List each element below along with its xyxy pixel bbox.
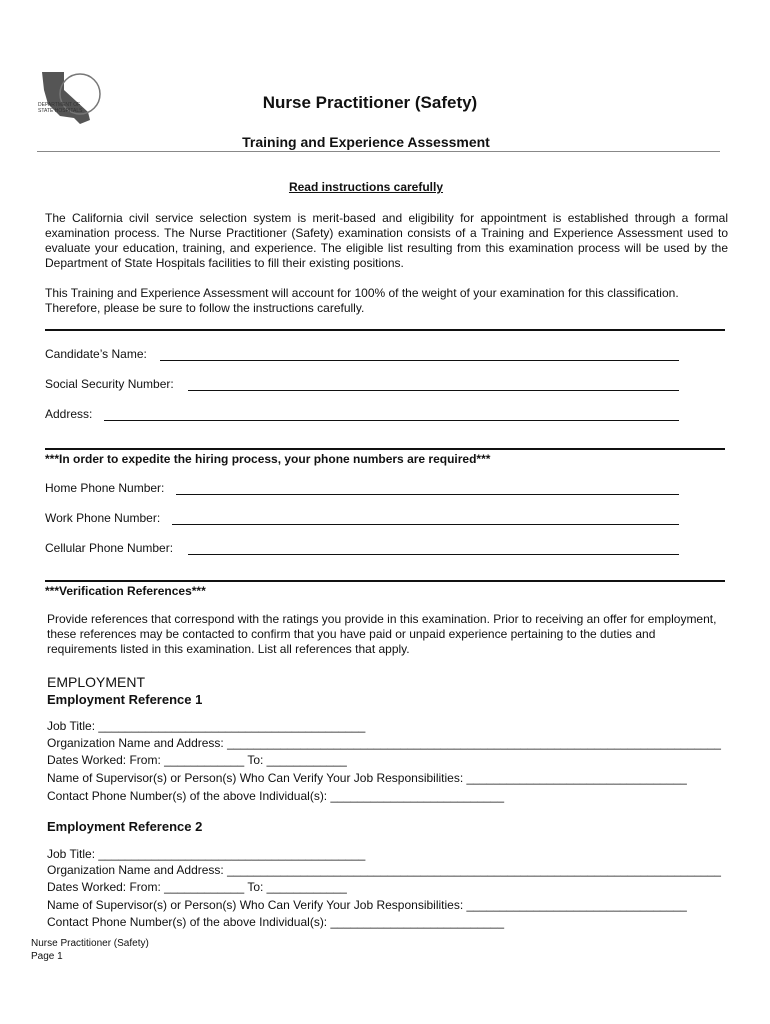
title-divider <box>37 151 720 152</box>
candidate-name-field[interactable] <box>160 360 679 361</box>
verification-heading: ***Verification References*** <box>45 584 206 598</box>
supervisor-field[interactable]: Name of Supervisor(s) or Person(s) Who Can Verify Your Job Responsibilities: _________________________________ <box>47 898 687 912</box>
section-divider <box>45 580 725 582</box>
address-field[interactable] <box>104 420 679 421</box>
organization-field[interactable]: Organization Name and Address: __________________________________________________________________________ <box>47 736 721 750</box>
organization-field[interactable]: Organization Name and Address: __________________________________________________________________________ <box>47 863 721 877</box>
section-divider <box>45 329 725 331</box>
contact-phone-field[interactable]: Contact Phone Number(s) of the above Individual(s): __________________________ <box>47 915 504 929</box>
cell-phone-label: Cellular Phone Number: <box>45 541 174 555</box>
section-divider <box>45 448 725 450</box>
page-subtitle: Training and Experience Assessment <box>242 134 490 150</box>
job-title-field[interactable]: Job Title: ________________________________________ <box>47 847 366 861</box>
employment-reference-1-title: Employment Reference 1 <box>47 692 203 707</box>
ssn-label: Social Security Number: <box>45 377 174 391</box>
work-phone-field[interactable] <box>172 524 679 525</box>
job-title-field[interactable]: Job Title: ________________________________________ <box>47 719 366 733</box>
ssn-field[interactable] <box>188 390 679 391</box>
footer-title: Nurse Practitioner (Safety) <box>31 938 149 949</box>
verification-text: Provide references that correspond with the ratings you provide in this examination. Prior to receiving an offer for employment, these references may be contacted to confirm that you have paid or unpaid experience pertaining to the duties and requirements listed in this examination. List all references that apply. <box>47 612 717 656</box>
dates-worked-field[interactable]: Dates Worked: From: ____________ To: ____________ <box>47 753 347 767</box>
page-title: Nurse Practitioner (Safety) <box>262 93 478 112</box>
candidate-name-label: Candidate’s Name: <box>45 347 147 361</box>
home-phone-field[interactable] <box>176 494 679 495</box>
intro-paragraph-2: This Training and Experience Assessment will account for 100% of the weight of your examination for this classification. Therefore, please be sure to follow the instructions carefully. <box>45 286 679 315</box>
phone-required-note: ***In order to expedite the hiring process, your phone numbers are required*** <box>45 452 491 466</box>
page-number: Page 1 <box>31 951 63 962</box>
contact-phone-field[interactable]: Contact Phone Number(s) of the above Individual(s): __________________________ <box>47 789 504 803</box>
work-phone-label: Work Phone Number: <box>45 511 161 525</box>
read-instructions-heading: Read instructions carefully <box>288 180 444 194</box>
address-label: Address: <box>45 407 93 421</box>
employment-heading: EMPLOYMENT <box>47 674 146 690</box>
intro-paragraph-1: The California civil service selection system is merit-based and eligibility for appointment is established through a formal examination process. The Nurse Practitioner (Safety) examination consists of a Training and Experience Assessment used to evaluate your education, training, and experience. The eligible list resulting from this examination process will be used by the Department of State Hospitals facilities to fill their existing positions. <box>45 211 728 270</box>
cell-phone-field[interactable] <box>188 554 679 555</box>
supervisor-field[interactable]: Name of Supervisor(s) or Person(s) Who Can Verify Your Job Responsibilities: _________________________________ <box>47 771 687 785</box>
logo-lettering: DEPARTMENT OF <box>38 102 81 108</box>
dates-worked-field[interactable]: Dates Worked: From: ____________ To: ____________ <box>47 880 347 894</box>
home-phone-label: Home Phone Number: <box>45 481 165 495</box>
svg-text:STATE HOSPITALS: STATE HOSPITALS <box>38 108 83 114</box>
employment-reference-2-title: Employment Reference 2 <box>47 819 203 834</box>
